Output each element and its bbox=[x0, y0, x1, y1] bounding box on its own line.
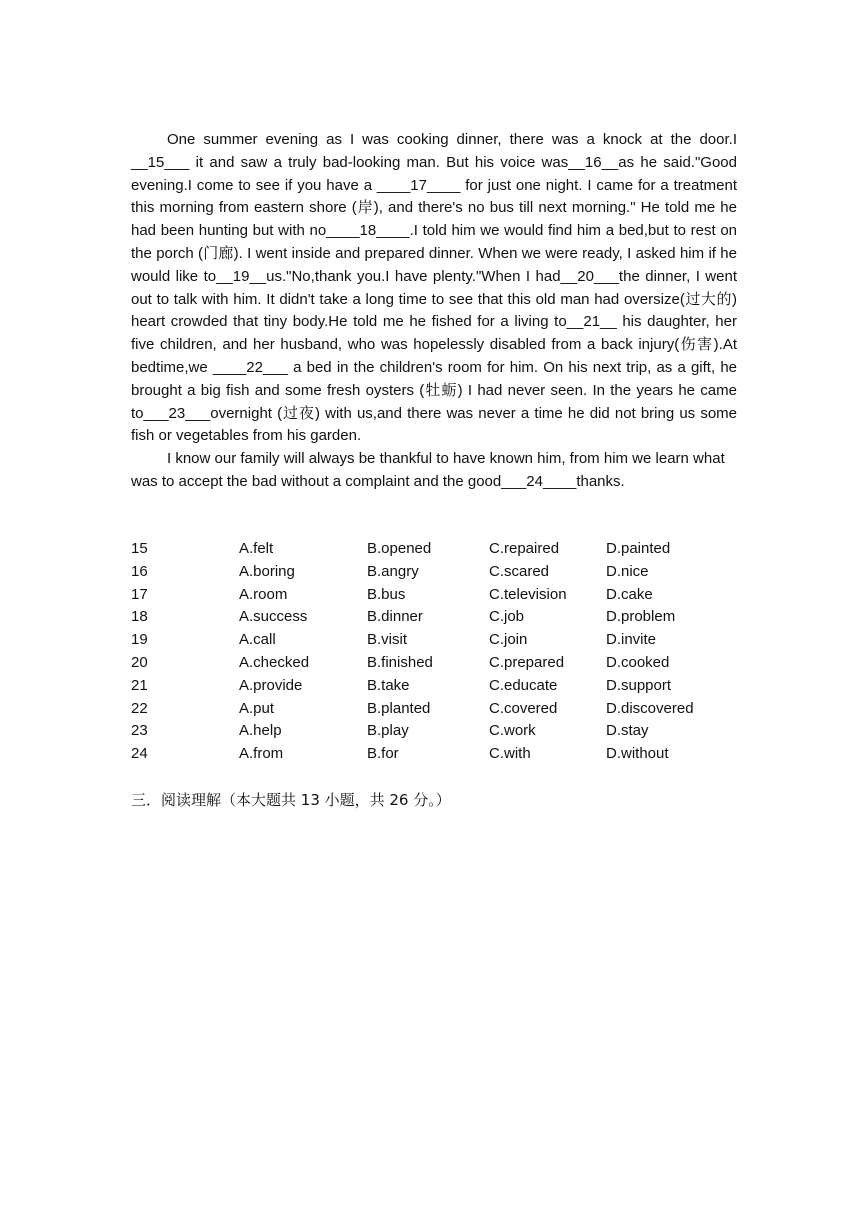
option-b: B.bus bbox=[367, 585, 406, 603]
option-d: D.nice bbox=[606, 562, 649, 580]
option-a: A.provide bbox=[239, 676, 303, 694]
option-d: D.without bbox=[606, 745, 669, 763]
option-c: C.scared bbox=[489, 562, 550, 580]
option-c: C.television bbox=[489, 585, 567, 603]
question-number: 15 bbox=[131, 540, 148, 557]
option-a: A.felt bbox=[239, 540, 274, 557]
option-a: A.success bbox=[239, 608, 308, 626]
option-d: D.cake bbox=[606, 585, 653, 603]
option-c: C.join bbox=[489, 631, 528, 649]
option-b: B.opened bbox=[367, 540, 432, 557]
option-c: C.job bbox=[489, 608, 525, 626]
option-d: D.painted bbox=[606, 540, 671, 557]
option-b: B.play bbox=[367, 722, 409, 740]
option-a: A.room bbox=[239, 585, 288, 603]
question-number: 19 bbox=[131, 631, 148, 649]
option-a: A.help bbox=[239, 722, 282, 740]
option-d: D.cooked bbox=[606, 653, 670, 671]
option-row bbox=[131, 652, 751, 675]
question-number: 18 bbox=[131, 608, 148, 626]
question-number: 22 bbox=[131, 699, 148, 717]
option-b: B.visit bbox=[367, 631, 408, 649]
option-c: C.prepared bbox=[489, 653, 565, 671]
passage-paragraph-2: I know our family will always be thankful to have known him, from him we learn what was to accept the bad without a complaint and the good___24____thanks. bbox=[131, 450, 725, 490]
question-number: 23 bbox=[131, 722, 148, 740]
question-number: 16 bbox=[131, 562, 148, 580]
option-d: D.invite bbox=[606, 631, 657, 649]
option-c: C.repaired bbox=[489, 540, 560, 557]
option-row bbox=[131, 561, 751, 584]
option-d: D.stay bbox=[606, 722, 649, 740]
option-row bbox=[131, 720, 751, 743]
option-a: A.put bbox=[239, 699, 275, 717]
option-a: A.from bbox=[239, 745, 284, 763]
option-d: D.discovered bbox=[606, 699, 694, 717]
option-b: B.take bbox=[367, 676, 410, 694]
option-row bbox=[131, 743, 751, 766]
option-c: C.work bbox=[489, 722, 536, 740]
question-number: 21 bbox=[131, 676, 148, 694]
passage-paragraph-1: One summer evening as I was cooking dinner, there was a knock at the door.I __15___ it and saw a truly bad-looking man. But his voice was__16__as he said."Good evening.I come to see if you have a ____17____ for just one night. I came for a treatment this morning from eastern shore (岸), and there's no bus till next morning." He told me he had been hunting but with no____18____.I told him we would find him a bed,but to rest on the porch (门廊). I went inside and prepared dinner. When we were ready, I asked him if he would like to__19__us."No,thank you.I have plenty."When I had__20___the dinner, I went out to talk with him. It didn't take a long time to see that this old man had oversize(过大的) heart crowded that tiny body.He told me he fished for a living to__21__ his daughter, her five children, and her husband, who was hopelessly disabled from a back injury(伤害).At bedtime,we ____22___ a bed in the children's room for him. On his next trip, as a gift, he brought a big fish and some fresh oysters (牡蛎) I had never seen. In the years he came to___23___overnight (过夜) with us,and there was never a time he did not bring us some fish or vegetables from his garden. bbox=[131, 131, 737, 445]
option-row bbox=[131, 606, 751, 629]
option-c: C.with bbox=[489, 745, 531, 763]
question-number: 24 bbox=[131, 745, 148, 763]
option-b: B.dinner bbox=[367, 608, 423, 626]
option-b: B.for bbox=[367, 745, 399, 763]
option-row bbox=[131, 584, 751, 607]
option-row bbox=[131, 629, 751, 652]
option-b: B.planted bbox=[367, 699, 431, 717]
option-c: C.educate bbox=[489, 676, 558, 694]
option-d: D.problem bbox=[606, 608, 676, 626]
option-a: A.boring bbox=[239, 562, 295, 580]
option-a: A.checked bbox=[239, 653, 310, 671]
question-number: 20 bbox=[131, 653, 148, 671]
answer-options-table bbox=[131, 538, 751, 766]
section-heading: 三．阅读理解（本大题共 13 小题，共 26 分。） bbox=[131, 791, 451, 809]
question-number: 17 bbox=[131, 585, 148, 603]
option-row bbox=[131, 675, 751, 698]
option-c: C.covered bbox=[489, 699, 558, 717]
option-a: A.call bbox=[239, 631, 276, 649]
option-d: D.support bbox=[606, 676, 672, 694]
option-row bbox=[131, 538, 751, 561]
option-row bbox=[131, 698, 751, 721]
option-b: B.angry bbox=[367, 562, 419, 580]
option-b: B.finished bbox=[367, 653, 433, 671]
cloze-passage bbox=[131, 129, 737, 494]
